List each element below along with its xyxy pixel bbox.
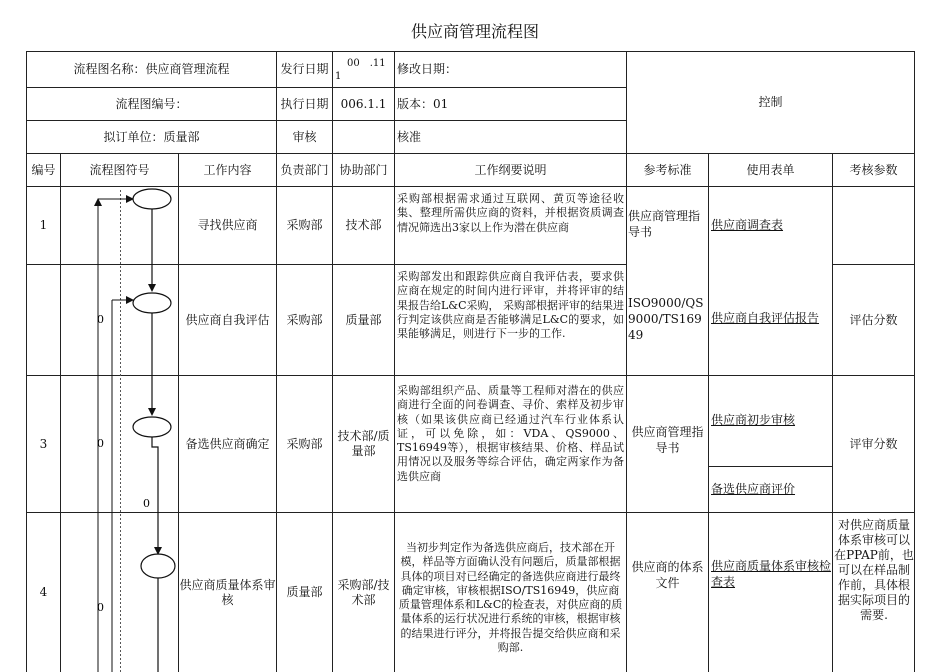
row2-standard: ISO9000/QS9000/TS16949 xyxy=(628,296,704,342)
col-header-form: 使用表单 xyxy=(746,162,795,177)
flow-mark-2: 0 xyxy=(97,437,104,450)
row2-no xyxy=(27,265,60,375)
row1-assist: 技术部 xyxy=(345,218,382,232)
col-header-no: 编号 xyxy=(31,162,56,177)
row1-work: 寻找供应商 xyxy=(197,218,258,232)
col-header-standard: 参考标准 xyxy=(643,162,692,177)
flow-node-system-audit xyxy=(141,554,175,578)
row2-desc: 采购部发出和跟踪供应商自我评估表，要求供应商在规定的时间内进行评审，并将评审的结果报告给L&C采购， 采购部根据评审的结果进行判定该供应商是否能够满足L&C的要求，如果能够满足，则进行下一步的工作. xyxy=(397,270,625,341)
version: 版本：01 xyxy=(397,96,449,111)
issue-date-value: 00 .11 xyxy=(347,58,386,69)
flow-mark-3: 0 xyxy=(143,497,150,510)
row1-no: 1 xyxy=(39,218,48,232)
col-header-assist: 协助部门 xyxy=(339,162,388,177)
row3-no: 3 xyxy=(39,436,48,451)
row4-form-link[interactable]: 供应商质量体系审核检查表 xyxy=(711,559,832,589)
row4-param: 对供应商质量体系审核可以在PPAP前，也可以在样品制作前，具体根据实际项目的需要. xyxy=(834,518,914,622)
flow-node-find-supplier xyxy=(133,189,171,209)
row3-dept: 采购部 xyxy=(286,436,323,451)
row1-form-link[interactable]: 供应商调查表 xyxy=(711,218,784,232)
col-header-desc: 工作纲要说明 xyxy=(474,162,547,177)
row3-assist: 技术部/质量部 xyxy=(337,429,390,458)
row4-dept: 质量部 xyxy=(286,585,323,599)
col-header-param: 考核参数 xyxy=(849,162,898,177)
col-header-dept: 负责部门 xyxy=(280,162,329,177)
revise-date-label: 修改日期： xyxy=(397,62,458,76)
row3-standard: 供应商管理指导书 xyxy=(631,425,704,455)
issue-date-value-2: 1 xyxy=(335,71,342,82)
row2-dept: 采购部 xyxy=(286,312,323,327)
page-title: 供应商管理流程图 xyxy=(410,22,539,41)
row3-form2-link[interactable]: 备选供应商评价 xyxy=(711,482,796,496)
review-label: 审核 xyxy=(292,129,317,144)
row2-assist: 质量部 xyxy=(345,312,382,327)
draft-unit: 拟订单位：质量部 xyxy=(103,129,200,144)
exec-date-value: 006.1.1 xyxy=(340,96,387,111)
row3-work: 备选供应商确定 xyxy=(185,436,270,451)
row3-form-link[interactable]: 供应商初步审核 xyxy=(711,413,796,427)
issue-date-label: 发行日期 xyxy=(280,62,329,76)
col-header-work: 工作内容 xyxy=(203,162,252,177)
row1-desc: 采购部根据需求通过互联网、黄页等途径收集、整理所需供应商的资料，并根据资质调查情况筛选出3家以上作为潜在供应商 xyxy=(397,192,624,234)
row2-param: 评估分数 xyxy=(849,312,898,327)
row1-dept: 采购部 xyxy=(286,218,323,232)
row3-param: 评审分数 xyxy=(849,436,898,451)
flow-mark-1: 0 xyxy=(97,313,104,326)
flow-node-candidate-confirm xyxy=(133,417,171,437)
flow-arrow-3 xyxy=(152,437,158,553)
flow-mark-4: 0 xyxy=(97,601,104,614)
chart-number: 流程图编号： xyxy=(115,96,188,111)
row4-work: 供应商质量体系审核 xyxy=(179,577,276,607)
row4-standard: 供应商的体系文件 xyxy=(631,560,704,590)
flow-node-self-assessment xyxy=(133,293,171,313)
control-label: 控制 xyxy=(758,95,783,109)
row4-desc: 当初步判定作为备选供应商后，技术部在开模，样品等方面确认没有问题后，质量部根据具体的项目对已经确定的备选供应商进行最终确定审核，审核根据ISO/TS16949，供应商质量管理体系和L&C的检查表，对供应商的质量体系的运行状况进行系统的审核，根据审核的结果进行评分，并将报告提交给供应商和采购部. xyxy=(398,541,623,655)
col-header-symbol: 流程图符号 xyxy=(89,162,150,177)
row4-no: 4 xyxy=(39,585,48,599)
row2-form-link[interactable]: 供应商自我评估报告 xyxy=(711,311,820,325)
row4-assist: 采购部/技术部 xyxy=(337,577,390,607)
row2-work: 供应商自我评估 xyxy=(185,312,270,327)
row1-standard: 供应商管理指导书 xyxy=(628,209,701,239)
row3-desc: 采购部组织产品、质量等工程师对潜在的供应商进行全面的问卷调查、寻价、索样及初步审核（如果该供应商已经通过汽车行业体系认证，可以免除，如：VDA、QS9000、TS16949等），根据审核结果、价格、样品试用情况以及服务等综合评估，确定两家作为备选供应商 xyxy=(397,384,624,483)
approve-label: 核准 xyxy=(397,129,422,144)
exec-date-label: 执行日期 xyxy=(280,96,329,111)
chart-name: 流程图名称：供应商管理流程 xyxy=(73,62,230,76)
